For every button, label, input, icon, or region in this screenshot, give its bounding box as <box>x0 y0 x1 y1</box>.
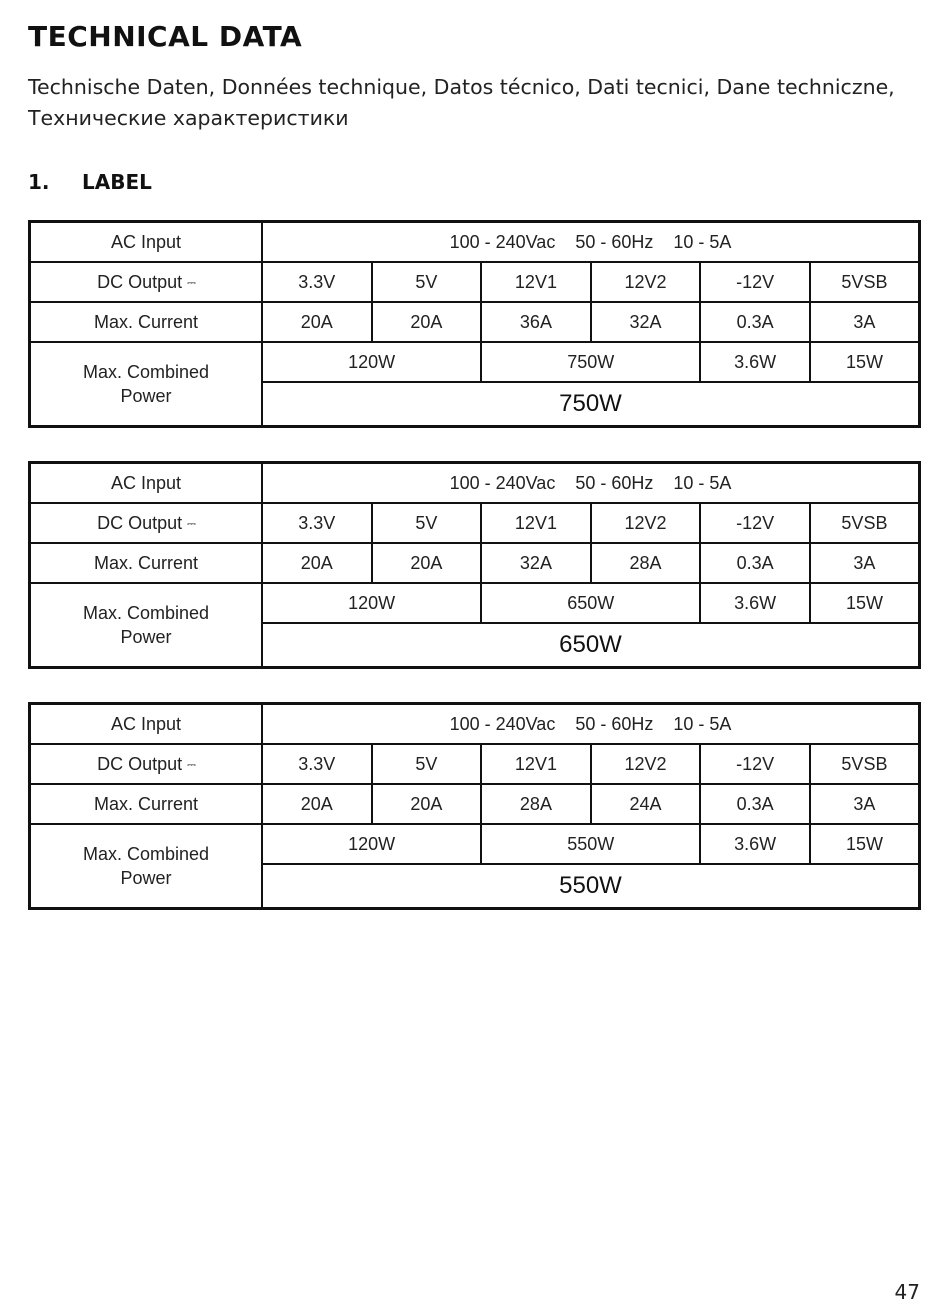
rail-cell: 5VSB <box>810 503 920 543</box>
dc-symbol-icon: ⎓ <box>187 276 195 289</box>
current-cell: 36A <box>481 302 591 342</box>
rail-cell: 12V2 <box>591 744 701 784</box>
page-number: 47 <box>894 1280 920 1304</box>
combined-cell: 15W <box>810 583 920 623</box>
ac-input-label: AC Input <box>30 463 263 504</box>
dc-symbol-icon: ⎓ <box>187 517 195 530</box>
rail-cell: 3.3V <box>262 503 372 543</box>
ac-input-value: 100 - 240Vac 50 - 60Hz 10 - 5A <box>262 222 920 263</box>
total-power: 650W <box>262 623 920 668</box>
max-combined-label: Max. Combined Power <box>30 583 263 668</box>
max-current-label: Max. Current <box>30 784 263 824</box>
total-power: 750W <box>262 382 920 427</box>
current-cell: 3A <box>810 302 920 342</box>
dc-symbol-icon: ⎓ <box>187 758 195 771</box>
combined-cell: 650W <box>481 583 700 623</box>
combined-cell: 15W <box>810 824 920 864</box>
combined-cell: 750W <box>481 342 700 382</box>
dc-output-label: DC Output ⎓ <box>30 744 263 784</box>
current-cell: 20A <box>372 784 482 824</box>
subtitle-line-2: Технические характеристики <box>28 106 349 130</box>
current-cell: 28A <box>481 784 591 824</box>
rail-cell: 5VSB <box>810 262 920 302</box>
section-title: LABEL <box>82 170 152 194</box>
subtitle-line-1: Technische Daten, Données technique, Datos técnico, Dati tecnici, Dane techniczne, <box>28 75 895 99</box>
current-cell: 0.3A <box>700 543 810 583</box>
ac-input-label: AC Input <box>30 222 263 263</box>
spec-table-550w <box>28 702 921 910</box>
current-cell: 28A <box>591 543 701 583</box>
rail-cell: 12V1 <box>481 744 591 784</box>
rail-cell: -12V <box>700 262 810 302</box>
spec-table-650w <box>28 461 921 669</box>
current-cell: 3A <box>810 543 920 583</box>
max-combined-label: Max. Combined Power <box>30 824 263 909</box>
current-cell: 32A <box>591 302 701 342</box>
combined-cell: 3.6W <box>700 342 810 382</box>
current-cell: 3A <box>810 784 920 824</box>
rail-cell: 5VSB <box>810 744 920 784</box>
max-combined-label: Max. Combined Power <box>30 342 263 427</box>
total-power: 550W <box>262 864 920 909</box>
current-cell: 24A <box>591 784 701 824</box>
dc-output-label: DC Output ⎓ <box>30 262 263 302</box>
max-current-label: Max. Current <box>30 543 263 583</box>
section-heading <box>28 170 152 194</box>
combined-cell: 120W <box>262 342 481 382</box>
current-cell: 20A <box>262 302 372 342</box>
ac-input-value: 100 - 240Vac 50 - 60Hz 10 - 5A <box>262 463 920 504</box>
rail-cell: 12V2 <box>591 503 701 543</box>
rail-cell: 12V1 <box>481 262 591 302</box>
spec-table-750w <box>28 220 921 428</box>
dc-output-label: DC Output ⎓ <box>30 503 263 543</box>
ac-input-label: AC Input <box>30 704 263 745</box>
current-cell: 20A <box>372 302 482 342</box>
rail-cell: -12V <box>700 744 810 784</box>
current-cell: 32A <box>481 543 591 583</box>
rail-cell: 12V1 <box>481 503 591 543</box>
current-cell: 20A <box>372 543 482 583</box>
rail-cell: 3.3V <box>262 744 372 784</box>
combined-cell: 120W <box>262 583 481 623</box>
section-number: 1. <box>28 170 50 194</box>
combined-cell: 120W <box>262 824 481 864</box>
current-cell: 20A <box>262 543 372 583</box>
rail-cell: 5V <box>372 503 482 543</box>
combined-cell: 550W <box>481 824 700 864</box>
current-cell: 20A <box>262 784 372 824</box>
rail-cell: 5V <box>372 262 482 302</box>
page-subtitle <box>28 72 933 134</box>
ac-input-value: 100 - 240Vac 50 - 60Hz 10 - 5A <box>262 704 920 745</box>
rail-cell: 3.3V <box>262 262 372 302</box>
current-cell: 0.3A <box>700 784 810 824</box>
combined-cell: 3.6W <box>700 583 810 623</box>
rail-cell: 5V <box>372 744 482 784</box>
combined-cell: 15W <box>810 342 920 382</box>
combined-cell: 3.6W <box>700 824 810 864</box>
page-title: TECHNICAL DATA <box>28 20 303 53</box>
current-cell: 0.3A <box>700 302 810 342</box>
rail-cell: 12V2 <box>591 262 701 302</box>
rail-cell: -12V <box>700 503 810 543</box>
max-current-label: Max. Current <box>30 302 263 342</box>
